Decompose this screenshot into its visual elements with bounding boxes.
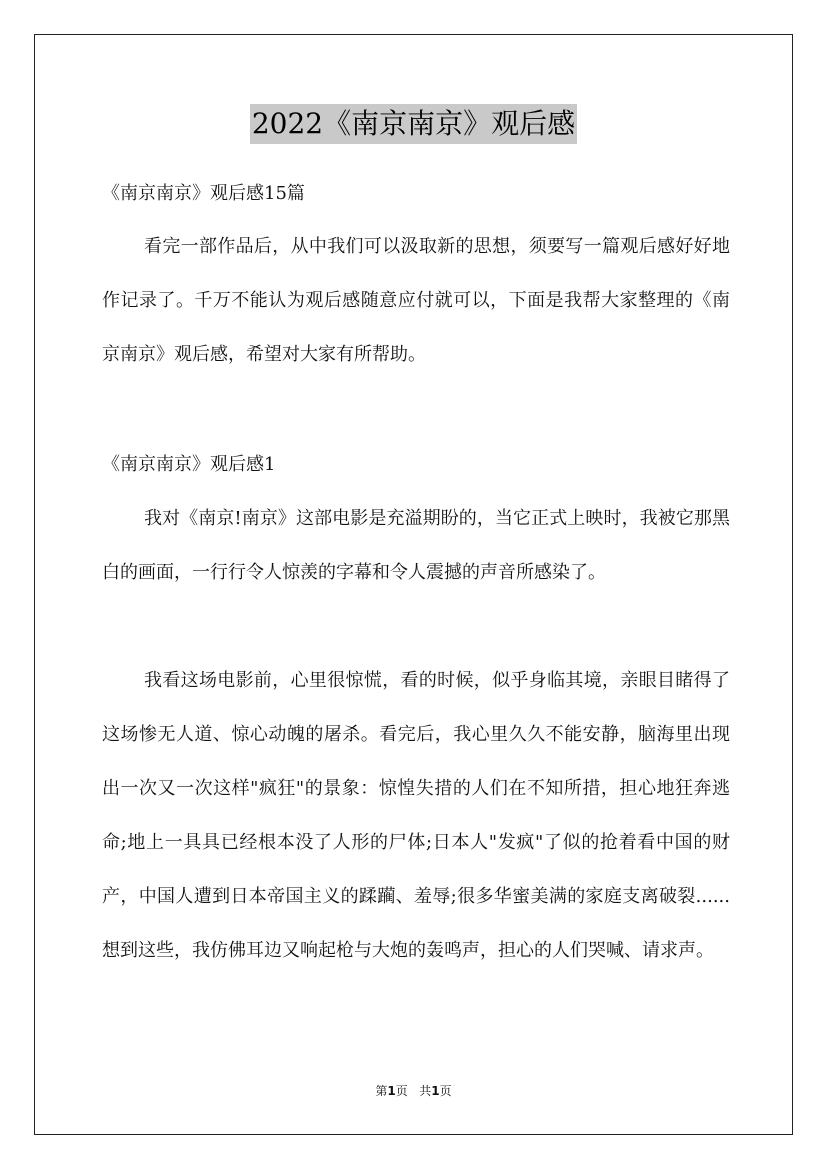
- total-suffix: 页: [439, 1084, 452, 1098]
- intro-paragraph: 看完一部作品后，从中我们可以汲取新的思想，须要写一篇观后感好好地作记录了。千万不能认为观后感随意应付就可以，下面是我帮大家整理的《南京南京》观后感，希望对大家有所帮助。: [102, 236, 730, 365]
- page-footer: [0, 1082, 827, 1099]
- body-paragraph-1: 我对《南京!南京》这部电影是充溢期盼的，当它正式上映时，我被它那黑白的画面，一行行令人惊羡的字幕和令人震撼的声音所感染了。: [102, 508, 730, 583]
- document-subtitle: 《南京南京》观后感15篇: [102, 183, 305, 204]
- document-title: 2022《南京南京》观后感: [250, 104, 577, 144]
- section-heading: 《南京南京》观后感1: [102, 454, 276, 475]
- page-suffix: 页: [395, 1084, 408, 1098]
- total-pages: 1: [431, 1084, 440, 1098]
- body-paragraph-2: 我看这场电影前，心里很惊慌，看的时候，似乎身临其境，亲眼目睹得了这场惨无人道、惊心动魄的屠杀。看完后，我心里久久不能安静，脑海里出现出一次又一次这样"疯狂"的景象：惊惶失措的人们在不知所措，担心地狂奔逃命;地上一具具已经根本没了人形的尸体;日本人"发疯"了似的抢着看中国的财产，中国人遭到日本帝国主义的蹂躏、羞辱;很多华蜜美满的家庭支离破裂......想到这些，我仿佛耳边又响起枪与大炮的轰鸣声，担心的人们哭喊、请求声。: [102, 670, 730, 961]
- page-number: 1: [387, 1084, 396, 1098]
- title-container: [0, 104, 827, 144]
- total-prefix: 共: [419, 1084, 432, 1098]
- page-prefix: 第: [375, 1084, 388, 1098]
